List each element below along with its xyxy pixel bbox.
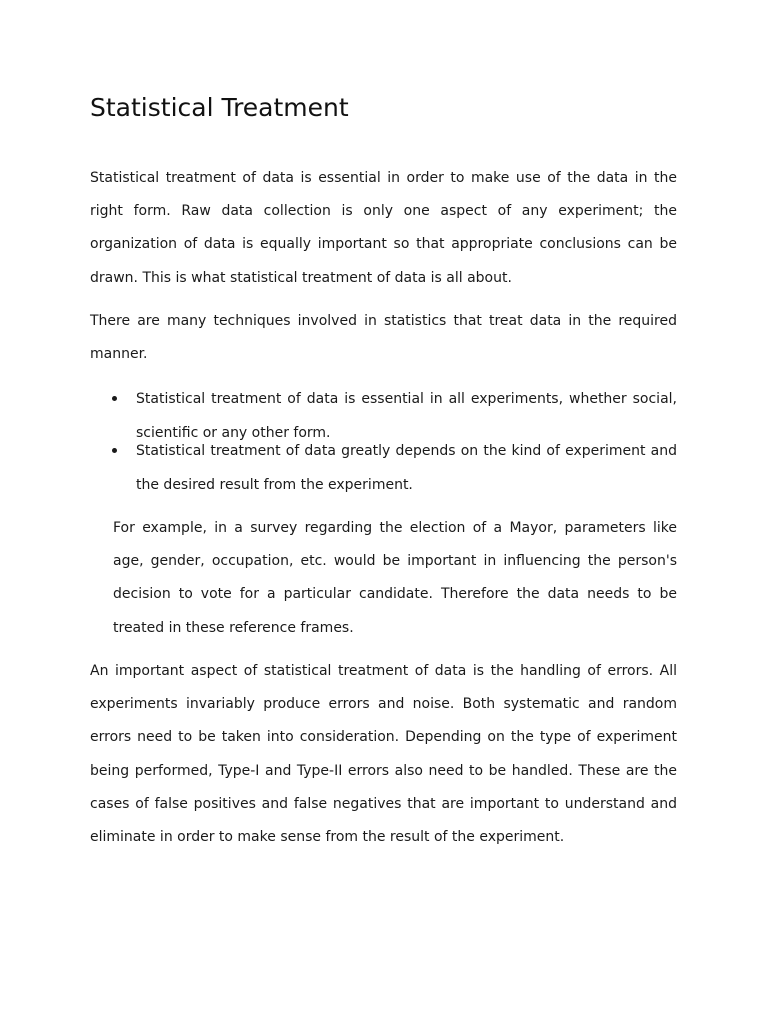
bullet-list-second xyxy=(90,434,677,502)
bullet-text: Statistical treatment of data is essential in all experiments, whether social, scientific or any other form. xyxy=(136,391,677,441)
page-title: Statistical Treatment xyxy=(90,93,349,122)
bullet-item xyxy=(90,434,677,502)
example-paragraph: For example, in a survey regarding the election of a Mayor, parameters like age, gender, occupation, etc. would be important in influencing the person's decision to vote for a particular candidate. Therefore the data needs to be treated in these reference frames. xyxy=(113,520,677,636)
bullet-dot-icon xyxy=(112,396,117,401)
errors-paragraph: An important aspect of statistical treatment of data is the handling of errors. All experiments invariably produce errors and noise. Both systematic and random errors need to be taken into consideration. Depending on the type of experiment being performed, Type-I and Type-II errors also need to be handled. These are the cases of false positives and false negatives that are important to understand and eliminate in order to make sense from the result of the experiment. xyxy=(90,663,677,846)
techniques-paragraph: There are many techniques involved in statistics that treat data in the required manner. xyxy=(90,313,677,363)
bullet-dot-icon xyxy=(112,448,117,453)
bullet-text: Statistical treatment of data greatly depends on the kind of experiment and the desired result from the experiment. xyxy=(136,443,677,493)
intro-paragraph: Statistical treatment of data is essential in order to make use of the data in the right form. Raw data collection is only one aspect of any experiment; the organization of data is equally important so that appropriate conclusions can be drawn. This is what statistical treatment of data is all about. xyxy=(90,170,677,286)
